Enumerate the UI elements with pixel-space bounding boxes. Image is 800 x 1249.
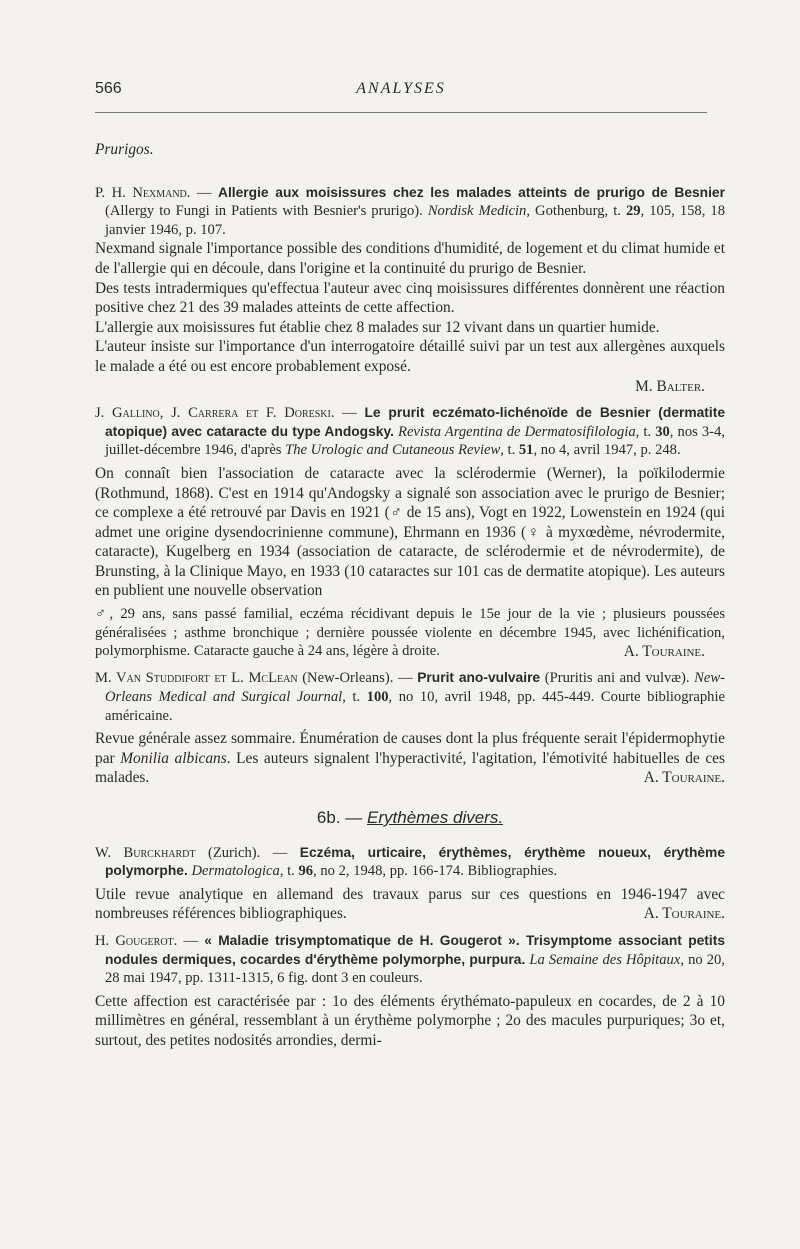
section-heading-6b xyxy=(95,808,725,828)
ref-authors: M. Van Studdifort et L. McLean xyxy=(95,670,298,687)
ref-title: « Maladie trisymptomatique de H. Gougerot ». Trisymptome associant petits nodules dermiques, cocardes d'érythème polymorphe, purpura. xyxy=(105,932,725,967)
ref-citation: , t. xyxy=(279,863,299,880)
paragraph: Des tests intradermiques qu'effectua l'auteur avec cinq moisissures différentes donnèrent une réaction positive chez 21 des 39 malades atteints de cette affection. xyxy=(95,279,725,317)
ref-citation: , t. xyxy=(342,689,367,706)
signature: A. Touraine. xyxy=(623,642,705,660)
ref-volume: 100 xyxy=(366,689,389,706)
paragraph-text: Utile revue analytique en allemand des travaux parus sur ces questions en 1946-1947 avec nombreuses références bibliographiques. xyxy=(95,885,725,923)
ref-citation: , 105, 158, 18 janvier 1946, p. 107. xyxy=(105,203,726,238)
ref-volume: 29 xyxy=(625,203,641,220)
ref-citation: , Gothenburg, t. xyxy=(526,203,626,220)
ref-authors: W. Burckhardt xyxy=(95,844,196,861)
ref-journal-2: The Urologic and Cutaneous Review xyxy=(285,442,501,459)
ref-journal: Dermatologica xyxy=(191,863,280,880)
paragraph xyxy=(95,885,725,924)
ref-journal: Nordisk Medicin xyxy=(427,203,527,220)
paragraph-text: . Les auteurs signalent l'hyperactivité, l'agitation, l'émotivité habituelles de ces malades. xyxy=(95,749,725,787)
signature: M. Balter. xyxy=(635,377,705,395)
ref-citation: , no 10, avril 1948, pp. 445-449. Courte bibliographie américaine. xyxy=(105,689,725,724)
ref-title: Le prurit eczémato-lichénoïde de Besnier (dermatite atopique) avec cataracte du type Andogsky. xyxy=(105,405,726,439)
text-column xyxy=(95,130,725,1051)
reference-gallino: J. Gallino, J. Carrera et F. Doreski. — Le prurit eczémato-lichénoïde de Besnier (dermatite atopique) avec cataracte du type Andogsky. Revista Argentina de Dermatosifilologia, t. 30, nos 3-4, juillet-décembre 1946, d'après The Urologic and Cutaneous Review, t. 51, no 4, avril 1947, p. 248. xyxy=(95,405,726,459)
reference-nexmand: P. H. Nexmand. — Allergie aux moisissures chez les malades atteints de prurigo de Besnier (Allergy to Fungi in Patients with Besnier's prurigo). Nordisk Medicin, Gothenburg, t. 29, 105, 158, 18 janvier 1946, p. 107. xyxy=(95,184,726,238)
running-title: ANALYSES xyxy=(356,80,446,97)
ref-citation: (Allergy to Fungi in Patients with Besnier's prurigo). xyxy=(105,203,428,220)
ref-volume-2: 51 xyxy=(518,442,534,459)
ref-citation: , t. xyxy=(500,442,519,459)
header-rule xyxy=(95,112,707,113)
ref-citation: , no 4, avril 1947, p. 248. xyxy=(533,442,681,459)
section-title-2: Erythèmes divers. xyxy=(367,808,504,827)
ref-authors: H. Gougerot. xyxy=(95,932,178,949)
paragraph-text: Revue générale assez sommaire. Énumération de causes dont la plus fréquente serait l'épidermophytie par xyxy=(95,730,725,767)
ref-journal: New-Orleans Medical and Surgical Journal xyxy=(105,670,725,706)
ref-citation: , no 20, 28 mai 1947, pp. 1311-1315, 6 fig. dont 3 en couleurs. xyxy=(105,951,726,987)
section-title: Prurigos. xyxy=(95,141,154,158)
ref-authors: J. Gallino, J. Carrera et F. Doreski. xyxy=(95,405,335,422)
ref-citation: , t. xyxy=(635,423,656,440)
paragraph: L'auteur insiste sur l'importance d'un interrogatoire détaillé suivi par un test aux allergènes auxquels le malade a été ou est encore probablement exposé. xyxy=(95,338,725,375)
ref-journal: Revista Argentina de Dermatosifilologia xyxy=(398,423,636,440)
ref-citation: (Pruritis ani and vulvæ). xyxy=(540,670,695,687)
ref-authors: P. H. Nexmand. xyxy=(95,184,191,201)
reference-gougerot: H. Gougerot. — « Maladie trisymptomatique de H. Gougerot ». Trisymptome associant petits nodules dermiques, cocardes d'érythème polymorphe, purpura. La Semaine des Hôpitaux, no 20, 28 mai 1947, pp. 1311-1315, 6 fig. dont 3 en couleurs. xyxy=(95,932,726,987)
ref-citation: (New-Orleans). — xyxy=(297,670,418,687)
ref-title: Prurit ano-vulvaire xyxy=(417,670,541,686)
paragraph xyxy=(95,729,725,788)
observation: ♂, 29 ans, sans passé familial, eczéma récidivant depuis le 15e jour de la vie ; plusieurs poussées généralisées ; asthme bronchique ; dernière poussée violente en décembre 1945, avec lichénification, polymorphisme. Cataracte gauche à 24 ans, légère à droite. xyxy=(95,606,725,660)
page-number: 566 xyxy=(95,80,122,97)
paragraph: On connaît bien l'association de cataracte avec la sclérodermie (Werner), la poïkilodermie (Rothmund, 1868). C'est en 1914 qu'Andogsky a signalé son association avec le prurigo de Besnier; ce complexe a été retrouvé par Davis en 1921 (♂ de 15 ans), Vogt en 1922, Lowenstein en 1924 (qui admet une origine dysendocrinienne commune), Ehrmann en 1936 (♀ à myxœdème, névrodermite, cataracte), Kugelberg en 1934 (association de cataracte, de sclérodermie et de névrodermite), de Brunsting, à la Clinique Mayo, en 1933 (10 cataractes sur 101 cas de dermatite atopique). Les auteurs en publient une nouvelle observation xyxy=(95,464,725,600)
section-number: 6b. — xyxy=(316,808,368,827)
signature: A. Touraine. xyxy=(643,905,725,923)
ref-volume: 96 xyxy=(298,863,314,880)
ref-title: Eczéma, urticaire, érythèmes, érythème noueux, érythème polymorphe. xyxy=(105,844,725,879)
ref-title: Allergie aux moisissures chez les malades atteints de prurigo de Besnier xyxy=(218,184,725,200)
ref-journal: La Semaine des Hôpitaux xyxy=(529,951,681,968)
reference-burckhardt xyxy=(95,844,725,881)
ref-citation: , no 2, 1948, pp. 166-174. Bibliographies. xyxy=(313,863,558,880)
ref-citation: , nos 3-4, juillet-décembre 1946, d'après xyxy=(105,423,725,459)
paragraph: Cette affection est caractérisée par : 1o des éléments érythémato-papuleux en cocardes, de 2 à 10 millimètres en général, ressemblant à un érythème polymorphe ; 2o des macules purpuriques; 3o et, surtout, des petites nodosités arrondies, dermi- xyxy=(95,992,725,1049)
reference-van-studdifort xyxy=(95,669,725,725)
ref-volume: 30 xyxy=(655,423,670,440)
paragraph: Nexmand signale l'importance possible des conditions d'humidité, de logement et du climat humide et de l'allergie qui en découle, dans l'origine et la continuité du prurigo de Besnier. xyxy=(95,240,725,277)
ref-citation: (Zurich). — xyxy=(195,844,300,861)
signature: A. Touraine. xyxy=(643,769,725,787)
paragraph: L'allergie aux moisissures fut établie chez 8 malades sur 12 vivant dans un quartier humide. xyxy=(95,318,660,336)
paragraph-emphasis: Monilia albicans xyxy=(120,749,227,767)
running-head xyxy=(95,80,707,102)
